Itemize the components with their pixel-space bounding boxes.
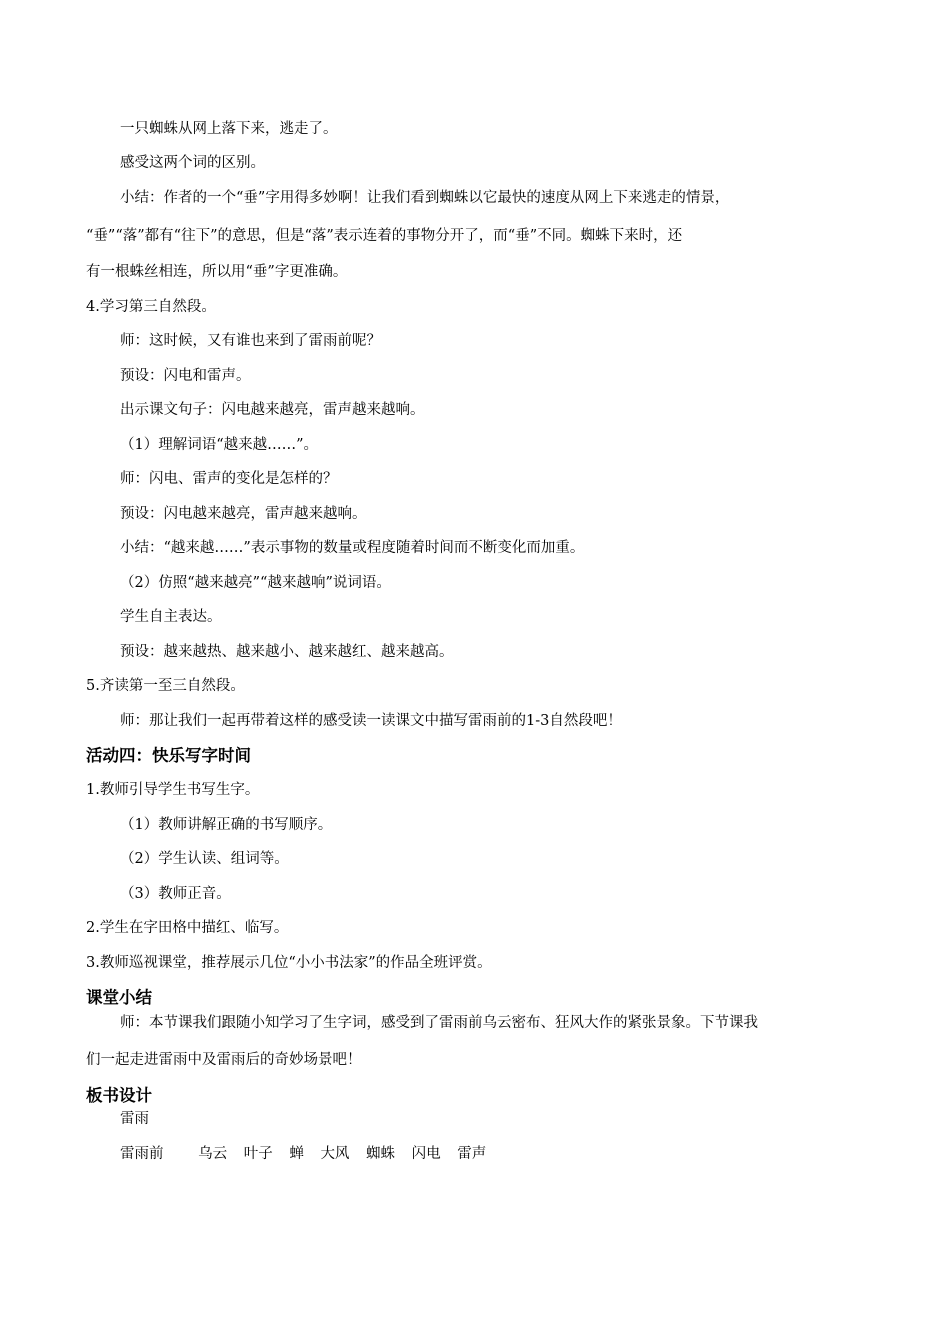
text-line: 感受这两个词的区别。 (120, 155, 265, 171)
text-line: 4.学习第三自然段。 (86, 299, 216, 315)
text-line: 预设：闪电越来越亮，雷声越来越响。 (120, 506, 367, 522)
text-line: 师：本节课我们跟随小知学习了生字词，感受到了雷雨前乌云密布、狂风大作的紧张景象。下节课我 (120, 1015, 758, 1031)
text-line: （2）学生认读、组词等。 (120, 851, 289, 867)
text-line: 2.学生在字田格中描红、临写。 (86, 920, 289, 936)
text-line: 有一根蛛丝相连，所以用“垂”字更准确。 (86, 264, 348, 280)
board-item: 大风 (320, 1146, 350, 1162)
text-line: 小结：作者的一个“垂”字用得多妙啊！让我们看到蜘蛛以它最快的速度从网上下来逃走的情景， (120, 190, 730, 206)
text-line: 预设：越来越热、越来越小、越来越红、越来越高。 (120, 644, 454, 660)
section-heading-activity4: 活动四：快乐写字时间 (86, 746, 251, 765)
text-line: 一只蜘蛛从网上落下来，逃走了。 (120, 121, 338, 137)
text-line: 5.齐读第一至三自然段。 (86, 678, 245, 694)
text-line: （2）仿照“越来越亮”“越来越响”说词语。 (120, 575, 391, 591)
text-line: 1.教师引导学生书写生字。 (86, 782, 260, 798)
board-title: 雷雨 (120, 1111, 149, 1127)
text-line: （1）教师讲解正确的书写顺序。 (120, 817, 333, 833)
board-item: 蜘蛛 (366, 1146, 396, 1162)
text-line: 出示课文句子：闪电越来越亮，雷声越来越响。 (120, 402, 425, 418)
text-line: 师：这时候，又有谁也来到了雷雨前呢？ (120, 333, 381, 349)
board-item: 叶子 (243, 1146, 273, 1162)
board-item: 闪电 (411, 1146, 441, 1162)
text-line: （3）教师正音。 (120, 886, 231, 902)
text-line: “垂”“落”都有“往下”的意思，但是“落”表示连着的事物分开了，而“垂”不同。蜘蛛下来时，还 (86, 228, 683, 244)
text-line: （1）理解词语“越来越……”。 (120, 437, 319, 453)
text-line: 学生自主表达。 (120, 609, 222, 625)
board-label: 雷雨前 (120, 1146, 164, 1162)
text-line: 们一起走进雷雨中及雷雨后的奇妙场景吧！ (86, 1052, 362, 1068)
board-item: 蝉 (289, 1146, 304, 1162)
text-line: 师：那让我们一起再带着这样的感受读一读课文中描写雷雨前的1-3自然段吧！ (120, 713, 622, 729)
board-item: 乌云 (198, 1146, 228, 1162)
board-row (120, 1144, 486, 1164)
section-heading-summary: 课堂小结 (86, 988, 152, 1007)
text-line: 预设：闪电和雷声。 (120, 368, 251, 384)
board-item: 雷声 (457, 1146, 487, 1162)
text-line: 小结：“越来越……”表示事物的数量或程度随着时间而不断变化而加重。 (120, 540, 585, 556)
text-line: 师：闪电、雷声的变化是怎样的？ (120, 471, 338, 487)
text-line: 3.教师巡视课堂，推荐展示几位“小小书法家”的作品全班评赏。 (86, 955, 492, 971)
section-heading-board: 板书设计 (86, 1086, 152, 1105)
